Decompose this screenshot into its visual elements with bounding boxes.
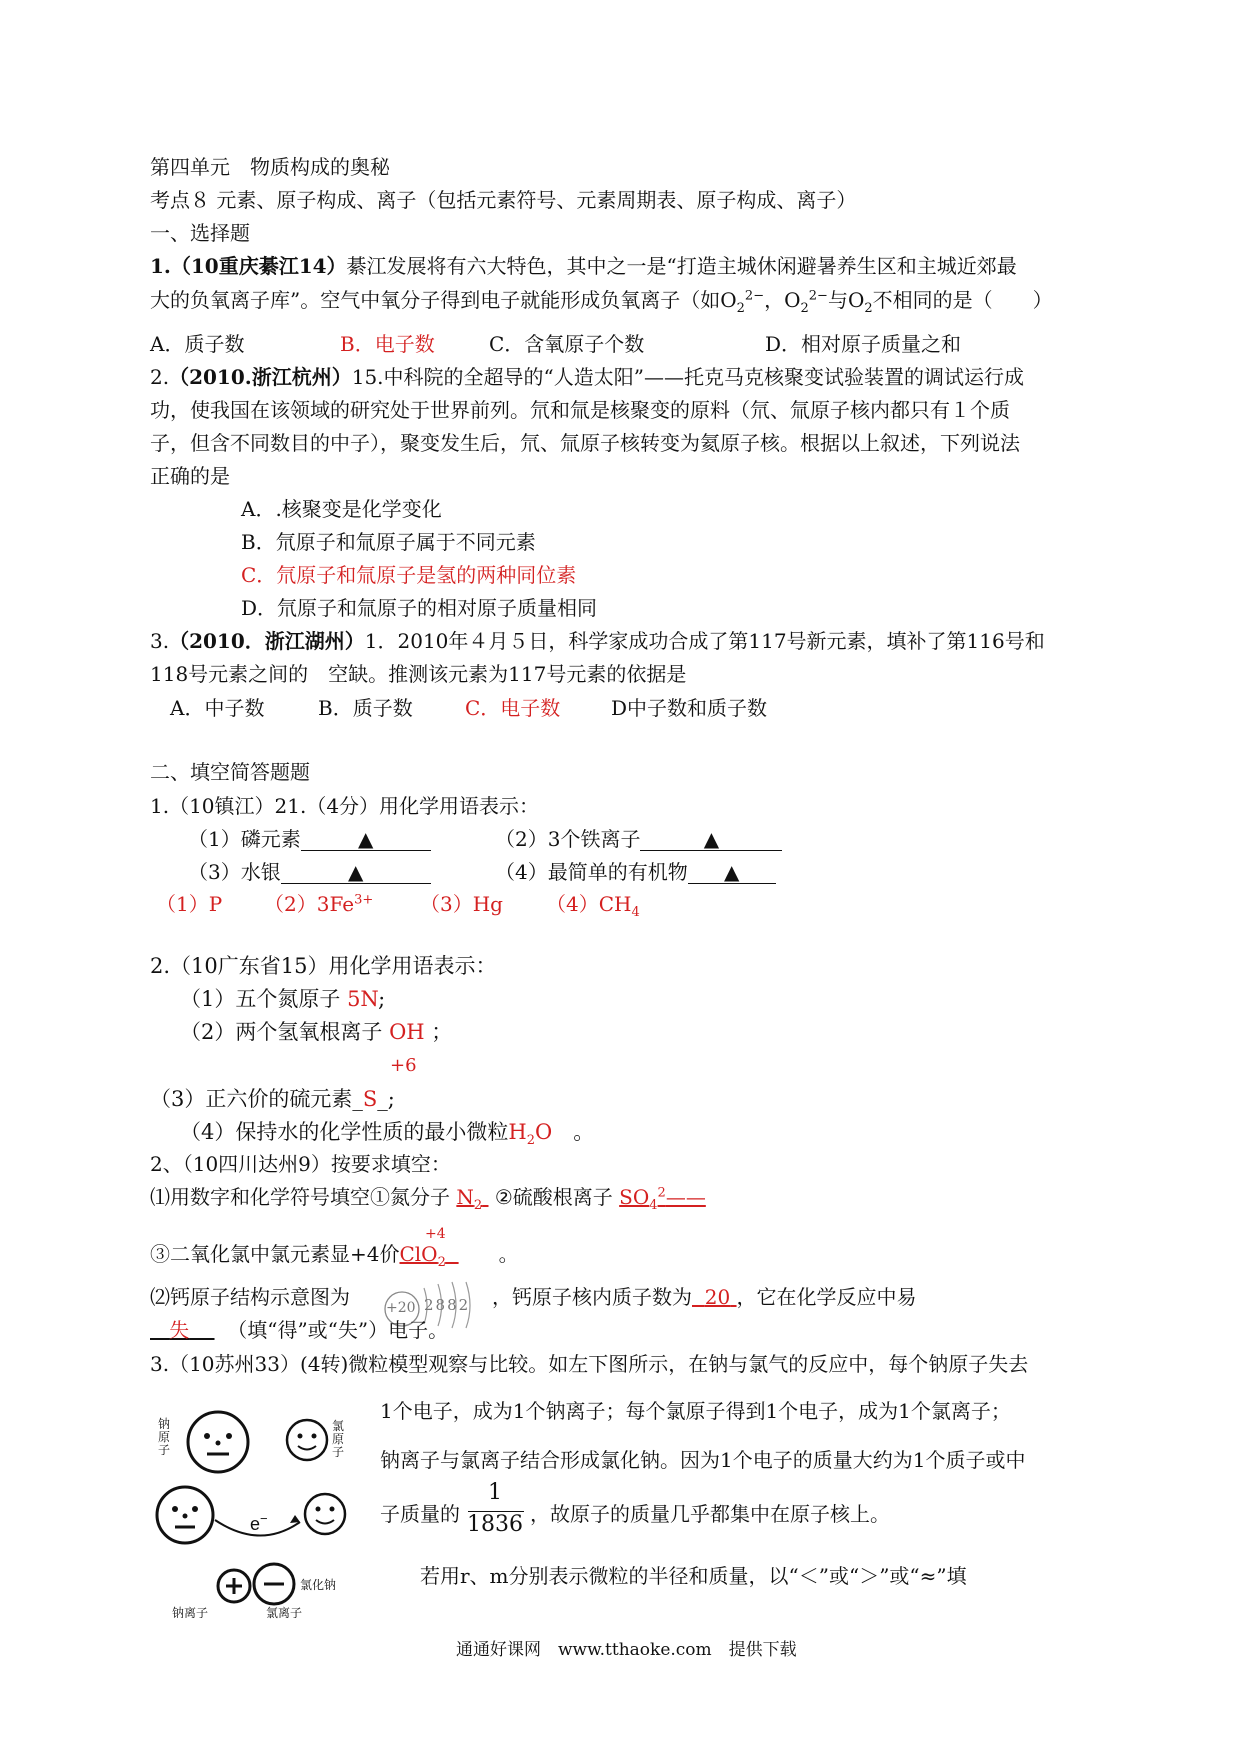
f4-line3: 钠离子与氯离子结合形成氯化钠。因为1个电子的质量大约为1个质子或中	[380, 1448, 1026, 1472]
q1-source: 1.（10重庆綦江14）	[150, 254, 347, 278]
f3-answer1-text: N	[456, 1185, 474, 1209]
f3-line1-text: ⑴用数字和化学符号填空①氮分子	[150, 1185, 450, 1209]
f2-answer3: S	[362, 1087, 378, 1111]
section-choice: 一、选择题	[150, 221, 250, 245]
fig-electron-sup: −	[260, 1511, 268, 1526]
f2-item2-label: （2）两个氢氧根离子	[180, 1020, 383, 1044]
f2-valence: +6	[390, 1055, 417, 1076]
q1-opt-a: A．质子数	[150, 332, 245, 356]
f2-item1-label: （1）五个氮原子	[180, 987, 341, 1011]
q1-o2-ion-b: O	[784, 288, 801, 312]
cl-smile	[298, 1446, 316, 1450]
fraction-numerator: 1	[488, 1480, 502, 1505]
f2-item3	[150, 1085, 395, 1113]
f3-line2-end: 。	[498, 1242, 519, 1266]
f1-answer2-text: （2）3Fe	[264, 892, 355, 916]
na2-nose	[183, 1514, 188, 1519]
na-eye-right	[226, 1433, 232, 1439]
atom-nucleus-label: +20	[386, 1300, 416, 1316]
f1-title: 1.（10镇江）21.（4分）用化学用语表示：	[150, 794, 540, 818]
fig-cl-ion-label: 氯离子	[266, 1606, 303, 1620]
cl-eye-left	[298, 1434, 303, 1439]
unit-title: 第四单元 物质构成的奥秘	[150, 155, 390, 179]
f2-answer4-b: O	[534, 1120, 553, 1144]
f3-answer2-text: SO	[619, 1185, 650, 1209]
fig-electron-text: e	[250, 1514, 261, 1534]
f3-answer2-sup: 2	[657, 1185, 666, 1201]
f1-item1-label: （1）磷元素	[188, 827, 301, 851]
q2-text1: 15.中科院的全超导的“人造太阳”——托克马克核聚变试验装置的调试运行成	[351, 365, 1024, 389]
f4-line4a: 子质量的	[380, 1502, 460, 1526]
f2-item3-label: （3）正六价的硫元素_	[150, 1087, 363, 1111]
na2-eye-right	[192, 1506, 198, 1512]
q3-line1	[150, 627, 1045, 655]
q2-line2: 功，使我国在该领域的研究处于世界前列。氘和氚是核聚变的原料（氘、氚原子核内都只有１个质	[150, 398, 1010, 422]
f1-blank3: ▲	[281, 861, 431, 884]
q1-line2	[150, 286, 1053, 314]
q3-line2: 118号元素之间的 空缺。推测该元素为117号元素的依据是	[150, 662, 687, 686]
fraction-denominator: 1836	[467, 1512, 523, 1537]
q3-opt-c: C．电子数	[465, 696, 561, 720]
f1-blank2: ▲	[640, 828, 782, 851]
sodium-chloride-figure	[150, 1390, 360, 1620]
f2-answer2: OH	[389, 1020, 425, 1044]
f1-item2	[495, 825, 782, 853]
exam-point: 考点８ 元素、原子构成、离子（包括元素符号、元素周期表、原子构成、离子）	[150, 188, 857, 212]
q2-opt-d: D．氘原子和氚原子的相对原子质量相同	[241, 596, 598, 620]
f3-answer1-sub: 2	[473, 1198, 483, 1213]
f3-line3c-text: ，它在化学反应中易	[736, 1285, 917, 1309]
f1-blank1: ▲	[301, 828, 431, 851]
q2-opt-c: C．氘原子和氚原子是氢的两种同位素	[241, 563, 577, 587]
f1-answer4	[546, 890, 640, 918]
q1-sup-b: 2−	[808, 288, 828, 304]
f1-item2-label: （2）3个铁离子	[495, 827, 641, 851]
q1-o2-ion: O	[720, 288, 737, 312]
electron-arrow-head	[290, 1515, 300, 1523]
f3-answer5	[150, 1318, 215, 1342]
f2-item4-end: 。	[573, 1120, 595, 1144]
f2-item4	[180, 1118, 595, 1149]
f1-item4	[495, 858, 776, 886]
q1-opt-d: D．相对原子质量之和	[765, 332, 962, 356]
f1-blank4: ▲	[688, 861, 776, 884]
f3-valence: +4	[425, 1226, 446, 1242]
f3-answer1	[456, 1185, 488, 1213]
f3-line2-text: ③二氧化氯中氯元素显+4价	[150, 1242, 400, 1266]
q2-line3: 子，但含不同数目的中子），聚变发生后，氘、氚原子核转变为氦原子核。根据以上叙述，下列说法	[150, 431, 1020, 455]
f1-answer2-sup: 3+	[354, 892, 374, 908]
f2-item1	[180, 985, 385, 1013]
f3-line3a: ⑵钙原子结构示意图为	[150, 1285, 350, 1309]
f2-title: 2.（10广东省15）用化学用语表示：	[150, 954, 497, 978]
q1-opt-b: B．电子数	[340, 332, 435, 356]
f1-item3-label: （3）水银	[188, 860, 281, 884]
fig-na-atom-label: 钠原子	[158, 1417, 171, 1457]
q3-source: （2010．浙江湖州）	[169, 629, 365, 653]
page-footer: 通通好课网 www.tthaoke.com 提供下载	[456, 1640, 797, 1660]
q2-source: （2010.浙江杭州）	[169, 365, 352, 389]
q1-sub-b: 2	[800, 301, 809, 316]
q1-comma: ，	[764, 288, 785, 312]
fig-cl-atom-label: 氯原子	[332, 1419, 345, 1459]
q1-line1	[150, 252, 1017, 280]
q2-num: 2.	[150, 365, 170, 389]
f1-answer3: （3）Hg	[420, 892, 503, 916]
f1-answer4-text: （4）CH	[546, 892, 632, 916]
f3-line3b	[492, 1283, 917, 1311]
na-nose	[216, 1441, 221, 1446]
f3-line1-b: ②硫酸根离子	[494, 1185, 613, 1209]
f2-item2-end: ；	[431, 1020, 453, 1044]
q2-line1	[150, 363, 1024, 391]
f1-item4-label: （4）最简单的有机物	[495, 860, 688, 884]
q1-question-end: 不相同的是（ ）	[872, 288, 1053, 312]
f1-answer2	[264, 890, 373, 918]
q1-opt-c: C．含氧原子个数	[489, 332, 645, 356]
f3-answer3-sub: 2	[437, 1255, 446, 1270]
chlorine-atom-circle-2	[305, 1494, 345, 1534]
f3-line4	[150, 1316, 448, 1344]
q1-sub-c: 2	[864, 301, 873, 316]
f2-answer1: 5N	[347, 987, 379, 1011]
f1-item1	[188, 825, 431, 853]
f1-answer1: （1）P	[156, 892, 223, 916]
f2-item3-end: _;	[377, 1087, 395, 1111]
f1-item3	[188, 858, 431, 886]
na2-eye-left	[172, 1506, 178, 1512]
f2-answer4-sub: 2	[526, 1133, 535, 1149]
f3-answer5-text: 失	[169, 1318, 190, 1342]
f3-line4-text: （填“得”或“失”）电子。	[227, 1318, 449, 1342]
fig-na-ion-label: 钠离子	[172, 1606, 209, 1620]
q1-sup: 2−	[744, 288, 765, 304]
f3-line2	[150, 1240, 519, 1268]
f3-answer3	[399, 1242, 458, 1270]
f3-line1	[150, 1183, 706, 1211]
f2-item4-label: （4）保持水的化学性质的最小微粒	[180, 1120, 509, 1144]
q1-sub: 2	[736, 301, 745, 316]
q3-opt-b: B．质子数	[318, 696, 413, 720]
q1-text1: 綦江发展将有六大特色，其中之一是“打造主城休闲避暑养生区和主城近郊最	[346, 254, 1017, 278]
f4-line4b: ，故原子的质量几乎都集中在原子核上。	[530, 1502, 890, 1526]
q1-text2a: 大的负氧离子库”。空气中氧分子得到电子就能形成负氧离子（如	[150, 288, 721, 312]
f4-line2: 1个电子，成为1个钠离子；每个氯原子得到1个电子，成为1个氯离子；	[380, 1399, 1011, 1423]
f2-item2	[180, 1018, 452, 1046]
f3-line3b-text: ，钙原子核内质子数为	[492, 1285, 692, 1309]
f3-answer4-text: 20	[704, 1285, 731, 1309]
f3-answer2: $SO_4^2——$	[619, 1185, 706, 1213]
fig-electron-label	[250, 1511, 268, 1535]
q2-line4: 正确的是	[150, 464, 230, 488]
fig-nacl-label: 氯化钠	[300, 1578, 337, 1592]
f3-answer4	[692, 1285, 737, 1309]
f2-answer4: H	[508, 1120, 527, 1144]
q3-num: 3.	[150, 629, 170, 653]
chlorine-atom-circle	[287, 1420, 327, 1460]
na-eye-left	[204, 1433, 210, 1439]
f2-item1-end: ;	[378, 987, 386, 1011]
q3-text1: 1．2010年４月５日，科学家成功合成了第117号新元素，填补了第116号和	[364, 629, 1045, 653]
f4-line5: 若用r、m分别表示微粒的半径和质量，以“＜”或“＞”或“≈”填	[420, 1564, 967, 1588]
q3-opt-d: D中子数和质子数	[611, 696, 768, 720]
q1-and: 与	[827, 288, 848, 312]
f3-title: 2、（10四川达州9）按要求填空：	[150, 1152, 451, 1176]
section-fill: 二、填空简答题题	[150, 760, 310, 784]
atom-shell-label: 2882	[424, 1296, 471, 1314]
cl2-eye-left	[316, 1507, 321, 1512]
q2-opt-b: B．氘原子和氚原子属于不同元素	[241, 530, 536, 554]
f1-answer4-sub: 4	[631, 905, 640, 920]
cl-eye-right	[312, 1434, 317, 1439]
q3-opt-a: A．中子数	[170, 696, 265, 720]
cl2-eye-right	[330, 1507, 335, 1512]
f3-answer2-sub: 4	[649, 1198, 658, 1213]
q1-o2-molecule: O	[847, 288, 865, 312]
cl2-smile	[316, 1520, 334, 1524]
f3-answer3-text: ClO	[399, 1242, 438, 1266]
f4-line1: 3.（10苏州33）(4转)微粒模型观察与比较。如左下图所示，在钠与氯气的反应中，每个钠原子失去	[150, 1352, 1029, 1376]
q2-opt-a: A．.核聚变是化学变化	[241, 497, 442, 521]
